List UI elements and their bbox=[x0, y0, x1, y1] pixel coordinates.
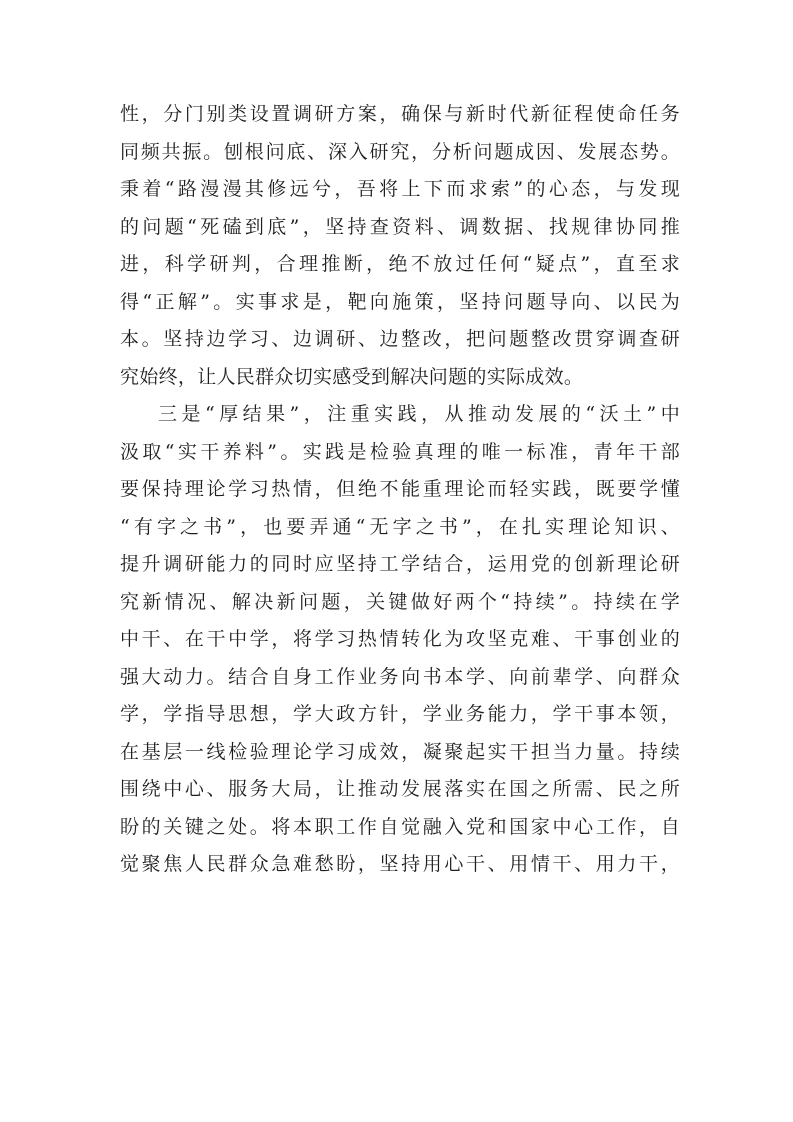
text-line: 围绕中心、服务大局，让推动发展落实在国之所需、民之所 bbox=[120, 778, 680, 800]
text-line: 觉聚焦人民群众急难愁盼，坚持用心干、用情干、用力干， bbox=[120, 853, 680, 875]
paragraph-end-line: 究始终，让人民群众切实感受到解决问题的实际成效。 bbox=[120, 365, 584, 388]
text-line: 要保持理论学习热情，但绝不能重理论而轻实践，既要学懂 bbox=[120, 478, 680, 500]
text-line: 究新情况、解决新问题，关键做好两个“持续”。持续在学 bbox=[120, 590, 680, 613]
text-line: 强大动力。结合自身工作业务向书本学、向前辈学、向群众 bbox=[120, 665, 680, 688]
text-line: 提升调研能力的同时应坚持工学结合，运用党的创新理论研 bbox=[120, 553, 680, 575]
body-text bbox=[120, 96, 680, 884]
paragraph-start-line: 三是“厚结果”，注重实践，从推动发展的“沃土”中 bbox=[158, 403, 680, 425]
text-line: 同频共振。刨根问底、深入研究，分析问题成因、发展态势。 bbox=[120, 140, 680, 163]
text-line: 性，分门别类设置调研方案，确保与新时代新征程使命任务 bbox=[120, 103, 680, 125]
text-line: 学，学指导思想，学大政方针，学业务能力，学干事本领， bbox=[120, 703, 680, 725]
text-line: 汲取“实干养料”。实践是检验真理的唯一标准，青年干部 bbox=[120, 440, 680, 463]
text-line: 的问题“死磕到底”，坚持查资料、调数据、找规律协同推 bbox=[120, 215, 680, 238]
text-line: “有字之书”，也要弄通“无字之书”，在扎实理论知识、 bbox=[120, 515, 680, 538]
text-line: 秉着“路漫漫其修远兮，吾将上下而求索”的心态，与发现 bbox=[120, 178, 680, 200]
text-line: 中干、在干中学，将学习热情转化为攻坚克难、干事创业的 bbox=[120, 628, 680, 650]
text-line: 得“正解”。实事求是，靶向施策，坚持问题导向、以民为 bbox=[120, 290, 680, 313]
text-line: 进，科学研判，合理推断，绝不放过任何“疑点”，直至求 bbox=[120, 253, 680, 275]
text-line: 盼的关键之处。将本职工作自觉融入党和国家中心工作，自 bbox=[120, 815, 680, 838]
text-line: 在基层一线检验理论学习成效，凝聚起实干担当力量。持续 bbox=[120, 740, 680, 763]
text-line: 本。坚持边学习、边调研、边整改，把问题整改贯穿调查研 bbox=[120, 328, 680, 350]
